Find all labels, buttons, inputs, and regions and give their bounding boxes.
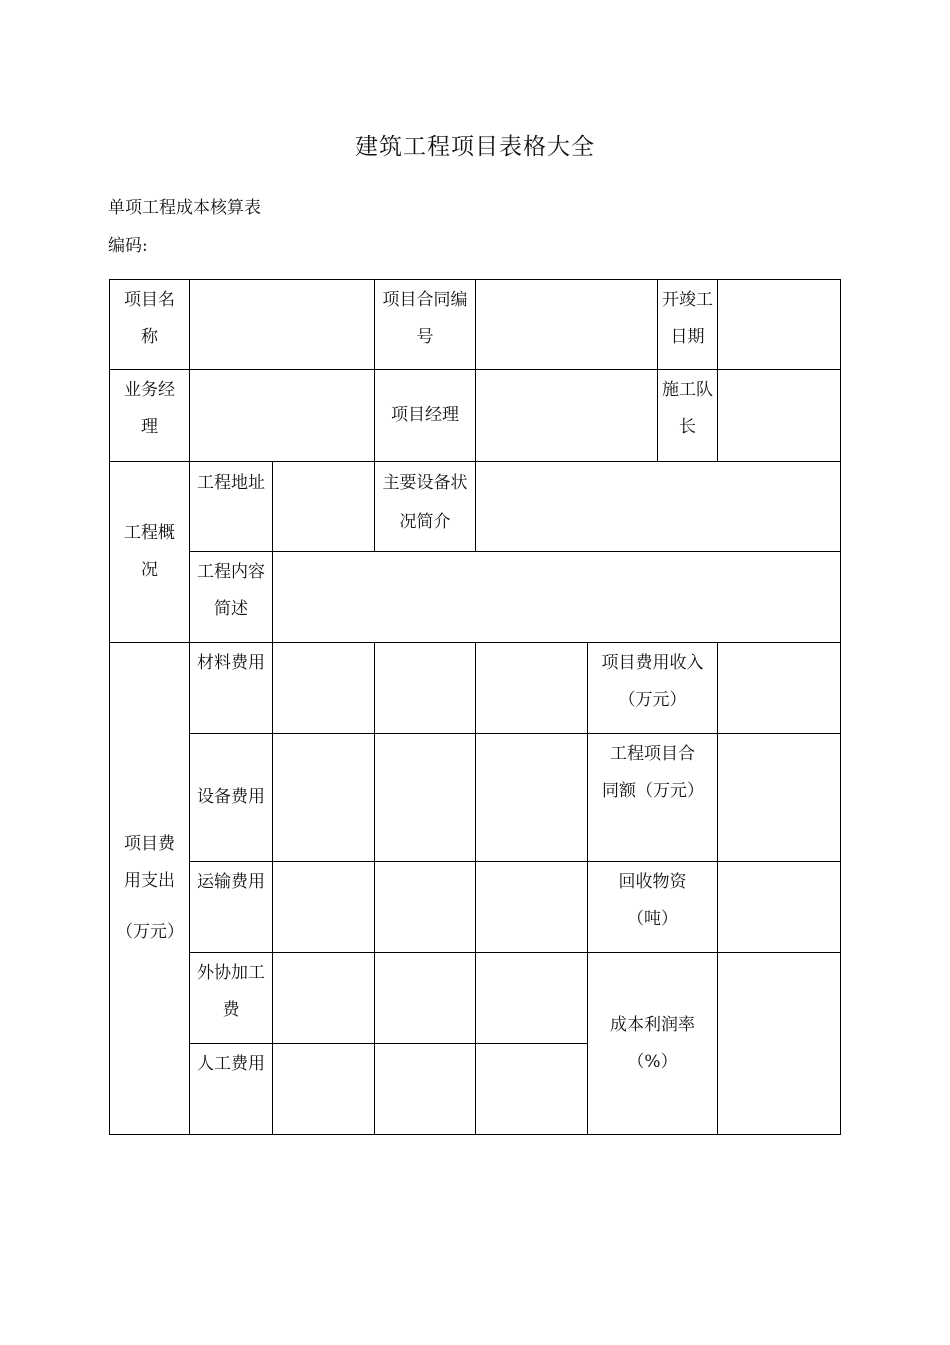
team-leader-label: 施工队长: [658, 370, 718, 462]
contract-no-label: 项目合同编号: [375, 280, 476, 370]
recycled-label: 回收物资（吨）: [588, 862, 718, 953]
project-name-label: 项目名称: [110, 280, 190, 370]
recycled-value[interactable]: [718, 862, 841, 953]
labor-cost-cell-3[interactable]: [476, 1044, 588, 1135]
equipment-cost-cell-3[interactable]: [476, 734, 588, 862]
team-leader-value[interactable]: [718, 370, 841, 462]
income-label: 项目费用收入（万元）: [588, 643, 718, 734]
equipment-cost-cell-2[interactable]: [375, 734, 476, 862]
document-title: 建筑工程项目表格大全: [355, 134, 595, 160]
transport-cost-label: 运输费用: [190, 862, 273, 953]
contract-no-value[interactable]: [476, 280, 658, 370]
start-end-date-label: 开竣工日期: [658, 280, 718, 370]
transport-cost-cell-1[interactable]: [273, 862, 375, 953]
site-address-value[interactable]: [273, 462, 375, 552]
labor-cost-cell-2[interactable]: [375, 1044, 476, 1135]
equipment-cost-cell-1[interactable]: [273, 734, 375, 862]
project-manager-value[interactable]: [476, 370, 658, 462]
transport-cost-cell-2[interactable]: [375, 862, 476, 953]
material-cost-cell-1[interactable]: [273, 643, 375, 734]
expense-group-label: 项目费用支出 （万元）: [110, 643, 190, 1135]
material-cost-cell-3[interactable]: [476, 643, 588, 734]
content-desc-label: 工程内容简述: [190, 552, 273, 643]
contract-amount-value[interactable]: [718, 734, 841, 862]
start-end-date-value[interactable]: [718, 280, 841, 370]
profit-rate-label: 成本利润率（%）: [588, 953, 718, 1135]
material-cost-label: 材料费用: [190, 643, 273, 734]
business-manager-label: 业务经理: [110, 370, 190, 462]
project-name-value[interactable]: [190, 280, 375, 370]
project-manager-label: 项目经理: [375, 370, 476, 462]
business-manager-value[interactable]: [190, 370, 375, 462]
outsourcing-cost-cell-3[interactable]: [476, 953, 588, 1044]
outsourcing-cost-label: 外协加工费: [190, 953, 273, 1044]
expense-unit: （万元）: [116, 922, 184, 942]
cost-accounting-table: [109, 279, 841, 1135]
income-value[interactable]: [718, 643, 841, 734]
equipment-cost-label: 设备费用: [190, 734, 273, 862]
outsourcing-cost-cell-1[interactable]: [273, 953, 375, 1044]
overview-label: 工程概况: [110, 462, 190, 643]
site-address-label: 工程地址: [190, 462, 273, 552]
material-cost-cell-2[interactable]: [375, 643, 476, 734]
labor-cost-label: 人工费用: [190, 1044, 273, 1135]
transport-cost-cell-3[interactable]: [476, 862, 588, 953]
code-label: 编码:: [108, 236, 148, 256]
equipment-status-label: 主要设备状况简介: [375, 462, 476, 552]
equipment-status-value[interactable]: [476, 462, 841, 552]
form-subtitle: 单项工程成本核算表: [108, 198, 261, 218]
labor-cost-cell-1[interactable]: [273, 1044, 375, 1135]
profit-rate-value[interactable]: [718, 953, 841, 1135]
contract-amount-label: 工程项目合同额（万元）: [588, 734, 718, 862]
outsourcing-cost-cell-2[interactable]: [375, 953, 476, 1044]
content-desc-value[interactable]: [273, 552, 841, 643]
